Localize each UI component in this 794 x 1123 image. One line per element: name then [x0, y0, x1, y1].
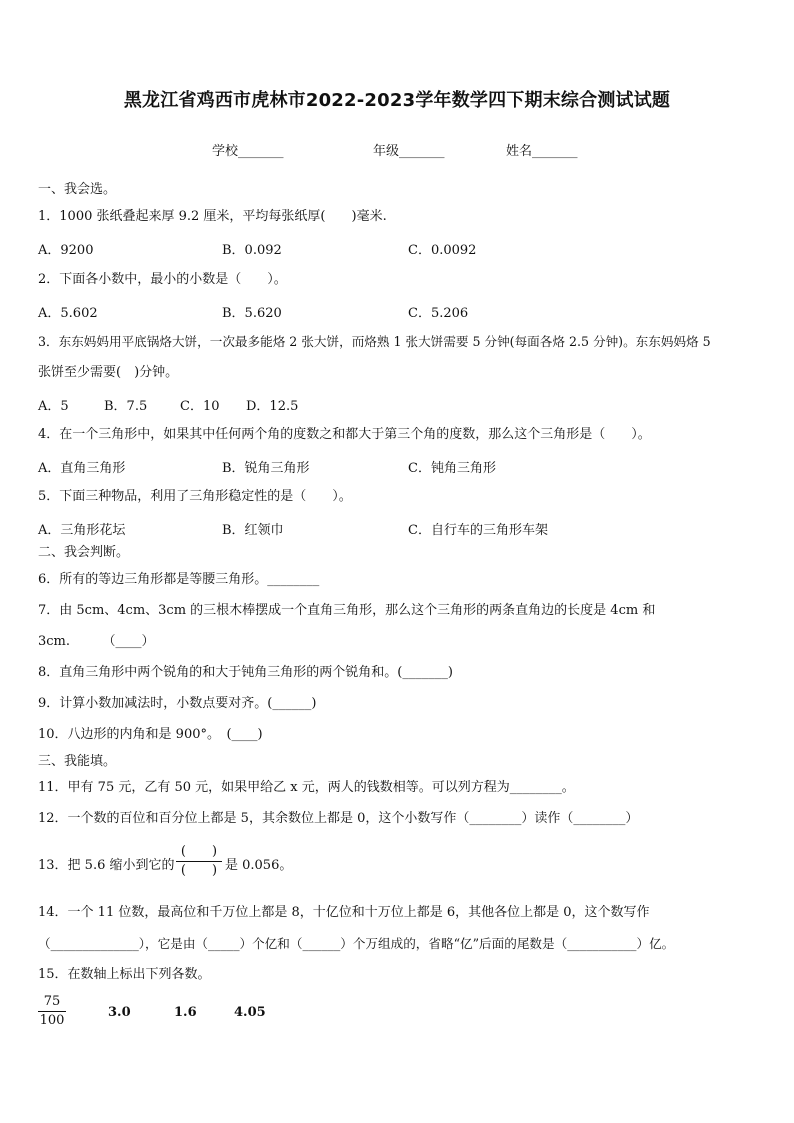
- question-7-line-1: 7．由 5cm、4cm、3cm 的三根木棒摆成一个直角三角形，那么这个三角形的两条直角边的长度是 4cm 和: [38, 603, 656, 618]
- q13-fraction-bar: [176, 861, 222, 862]
- q15-fraction: [38, 994, 66, 1029]
- q1-option-c: C．0.0092: [408, 243, 477, 258]
- question-14-line-1: 14．一个 11 位数，最高位和千万位上都是 8，十亿位和十万位上都是 6，其他各位上都是 0，这个数写作: [38, 905, 650, 920]
- q2-option-a: A．5.602: [38, 306, 98, 321]
- name-field: 姓名_______: [506, 144, 578, 159]
- page-title: 黑龙江省鸡西市虎林市2022-2023学年数学四下期末综合测试试题: [123, 90, 671, 111]
- q5-option-b: B．红领巾: [222, 523, 284, 538]
- question-3-line-2: 张饼至少需要( )分钟。: [38, 365, 179, 380]
- q5-option-c: C．自行车的三角形车架: [408, 523, 548, 538]
- q3-option-b: B．7.5: [104, 399, 148, 414]
- q15-fraction-bar: [38, 1011, 66, 1012]
- question-11: 11．甲有 75 元，乙有 50 元，如果甲给乙 x 元，两人的钱数相等。可以列方程为________。: [38, 780, 575, 795]
- q4-option-b: B．锐角三角形: [222, 461, 310, 476]
- section-heading-choice: 一、我会选。: [38, 182, 117, 197]
- question-13-suffix: 是 0.056。: [225, 858, 293, 873]
- q5-option-a: A．三角形花坛: [38, 523, 126, 538]
- q13-fraction-denominator: ( ): [180, 863, 218, 878]
- section-heading-fill: 三、我能填。: [38, 754, 117, 769]
- question-7-line-2: 3cm. （____）: [38, 634, 155, 649]
- question-6: 6．所有的等边三角形都是等腰三角形。________: [38, 572, 320, 587]
- question-9: 9．计算小数加减法时，小数点要对齐。(______): [38, 696, 317, 711]
- q15-fraction-numerator: 75: [43, 994, 61, 1009]
- q2-option-c: C．5.206: [408, 306, 469, 321]
- school-field: 学校_______: [212, 144, 284, 159]
- q3-option-a: A．5: [38, 399, 69, 414]
- question-10: 10．八边形的内角和是 900°。 (____): [38, 727, 263, 742]
- question-4: 4．在一个三角形中，如果其中任何两个角的度数之和都大于第三个角的度数，那么这个三角形是（ ）。: [38, 427, 651, 442]
- q1-option-b: B．0.092: [222, 243, 282, 258]
- q13-fraction-numerator: ( ): [180, 844, 218, 859]
- q3-option-d: D．12.5: [246, 399, 299, 414]
- question-1: 1．1000 张纸叠起来厚 9.2 厘米，平均每张纸厚( )毫米.: [38, 209, 387, 224]
- q15-value-2: 1.6: [174, 1005, 197, 1020]
- question-2: 2．下面各小数中，最小的小数是（ ）。: [38, 272, 287, 287]
- question-8: 8．直角三角形中两个锐角的和大于钝角三角形的两个锐角和。(_______): [38, 665, 453, 680]
- q13-fraction: [176, 844, 222, 879]
- q15-value-3: 4.05: [234, 1005, 266, 1020]
- question-12: 12．一个数的百位和百分位上都是 5，其余数位上都是 0，这个小数写作（________）读作（________）: [38, 811, 639, 826]
- question-5: 5．下面三种物品，利用了三角形稳定性的是（ ）。: [38, 489, 352, 504]
- q3-option-c: C．10: [180, 399, 220, 414]
- question-3-line-1: 3．东东妈妈用平底锅烙大饼，一次最多能烙 2 张大饼，而烙熟 1 张大饼需要 5 分钟(每面各烙 2.5 分钟)。东东妈妈烙 5: [38, 334, 711, 349]
- q15-value-1: 3.0: [108, 1005, 131, 1020]
- q1-option-a: A．9200: [38, 243, 94, 258]
- question-13-prefix: 13．把 5.6 缩小到它的: [38, 858, 175, 873]
- grade-field: 年级_______: [373, 144, 445, 159]
- q4-option-a: A．直角三角形: [38, 461, 126, 476]
- q4-option-c: C．钝角三角形: [408, 461, 496, 476]
- q15-fraction-denominator: 100: [39, 1013, 65, 1028]
- section-heading-judge: 二、我会判断。: [38, 545, 130, 560]
- question-15: 15．在数轴上标出下列各数。: [38, 967, 211, 982]
- q2-option-b: B．5.620: [222, 306, 282, 321]
- question-14-line-2: （______________），它是由（_____）个亿和（______）个万组成的，省略“亿”后面的尾数是（___________）亿。: [38, 936, 675, 951]
